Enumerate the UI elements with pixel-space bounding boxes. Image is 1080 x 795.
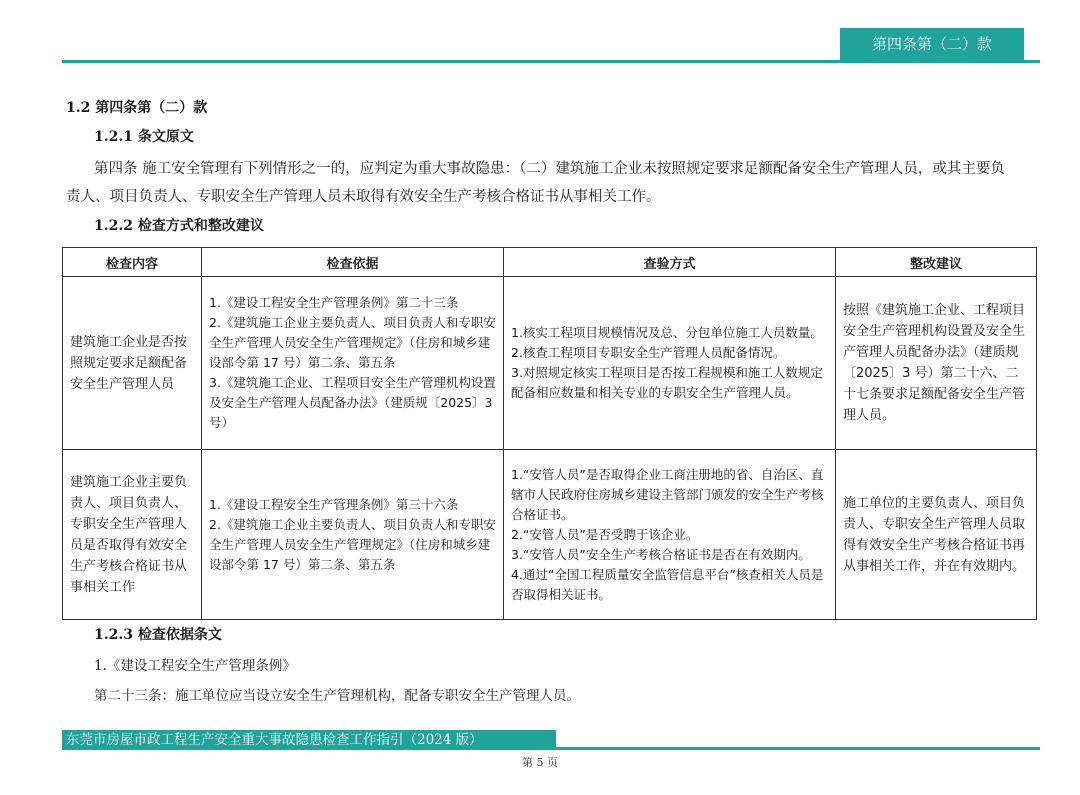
subsection-original-text-heading: 1.2.1 条文原文	[94, 129, 194, 145]
header-check-method: 查验方式	[504, 248, 836, 277]
basis-item: 3.《建筑施工企业、工程项目安全生产管理机构设置及安全生产管理人员配备办法》（建质规〔2025〕3 号）	[209, 375, 496, 430]
table-row	[63, 450, 1037, 620]
method-item: 1.“安管人员”是否取得企业工商注册地的省、自治区、直辖市人民政府住房城乡建设主管部门颁发的安全生产考核合格证书。	[511, 466, 824, 522]
cell-check-content: 建筑施工企业主要负责人、项目负责人、专职安全生产管理人员是否取得有效安全生产考核合格证书从事相关工作	[63, 450, 202, 620]
header-rectify-suggestion: 整改建议	[836, 248, 1037, 277]
cell-check-method	[504, 277, 836, 450]
table-row	[63, 277, 1037, 450]
original-clause-text: 第四条 施工安全管理有下列情形之一的，应判定为重大事故隐患：（二）建筑施工企业未按照规定要求足额配备安全生产管理人员，或其主要负责人、项目负责人、专职安全生产管理人员未取得有效安全生产考核合格证书从事相关工作。	[66, 161, 1005, 205]
subsection-inspection-heading: 1.2.2 检查方式和整改建议	[94, 218, 264, 234]
method-item: 2.“安管人员”是否受聘于该企业。	[511, 526, 699, 542]
header-divider	[62, 60, 1040, 63]
table-header-row	[63, 248, 1037, 277]
basis-article-text: 第二十三条：施工单位应当设立安全生产管理机构，配备专职安全生产管理人员。	[94, 688, 580, 704]
cell-rectify-suggestion: 按照《建筑施工企业、工程项目安全生产管理机构设置及安全生产管理人员配备办法》（建质规〔2025〕3 号）第二十六、二十七条要求足额配备安全生产管理人员。	[836, 277, 1037, 450]
page-number: 第 5 页	[522, 756, 558, 769]
method-item: 2.核查工程项目专职安全生产管理人员配备情况。	[511, 345, 786, 360]
cell-check-basis	[202, 450, 504, 620]
inspection-table	[62, 247, 1037, 620]
method-item: 3.“安管人员”安全生产考核合格证书是否在有效期内。	[511, 546, 811, 562]
section-title: 1.2 第四条第（二）款	[66, 100, 208, 116]
clause-badge: 第四条第（二）款	[840, 28, 1024, 60]
basis-item: 1.《建设工程安全生产管理条例》第二十三条	[209, 295, 459, 310]
cell-check-method	[504, 450, 836, 620]
basis-item: 2.《建筑施工企业主要负责人、项目负责人和专职安全生产管理人员安全生产管理规定》（住房和城乡建设部令第 17 号）第二条、第五条	[209, 516, 496, 572]
basis-regulation-title: 1.《建设工程安全生产管理条例》	[94, 658, 296, 674]
method-item: 4.通过“全国工程质量安全监管信息平台”核查相关人员是否取得相关证书。	[511, 566, 824, 602]
cell-check-content: 建筑施工企业是否按照规定要求足额配备安全生产管理人员	[63, 277, 202, 450]
footer-divider	[552, 747, 1040, 750]
cell-check-basis	[202, 277, 504, 450]
method-item: 3.对照规定核实工程项目是否按工程规模和施工人数规定配备相应数量和相关专业的专职安全生产管理人员。	[511, 365, 823, 400]
header-check-content: 检查内容	[63, 248, 202, 277]
basis-item: 1.《建设工程安全生产管理条例》第三十六条	[209, 496, 459, 512]
subsection-basis-heading: 1.2.3 检查依据条文	[94, 627, 222, 643]
basis-item: 2.《建筑施工企业主要负责人、项目负责人和专职安全生产管理人员安全生产管理规定》（住房和城乡建设部令第 17 号）第二条、第五条	[209, 315, 496, 370]
method-item: 1.核实工程项目规模情况及总、分包单位施工人员数量。	[511, 325, 823, 340]
footer-document-title: 东莞市房屋市政工程生产安全重大事故隐患检查工作指引（2024 版）	[62, 730, 556, 750]
cell-rectify-suggestion: 施工单位的主要负责人、项目负责人、专职安全生产管理人员取得有效安全生产考核合格证书再从事相关工作，并在有效期内。	[836, 450, 1037, 620]
header-check-basis: 检查依据	[202, 248, 504, 277]
